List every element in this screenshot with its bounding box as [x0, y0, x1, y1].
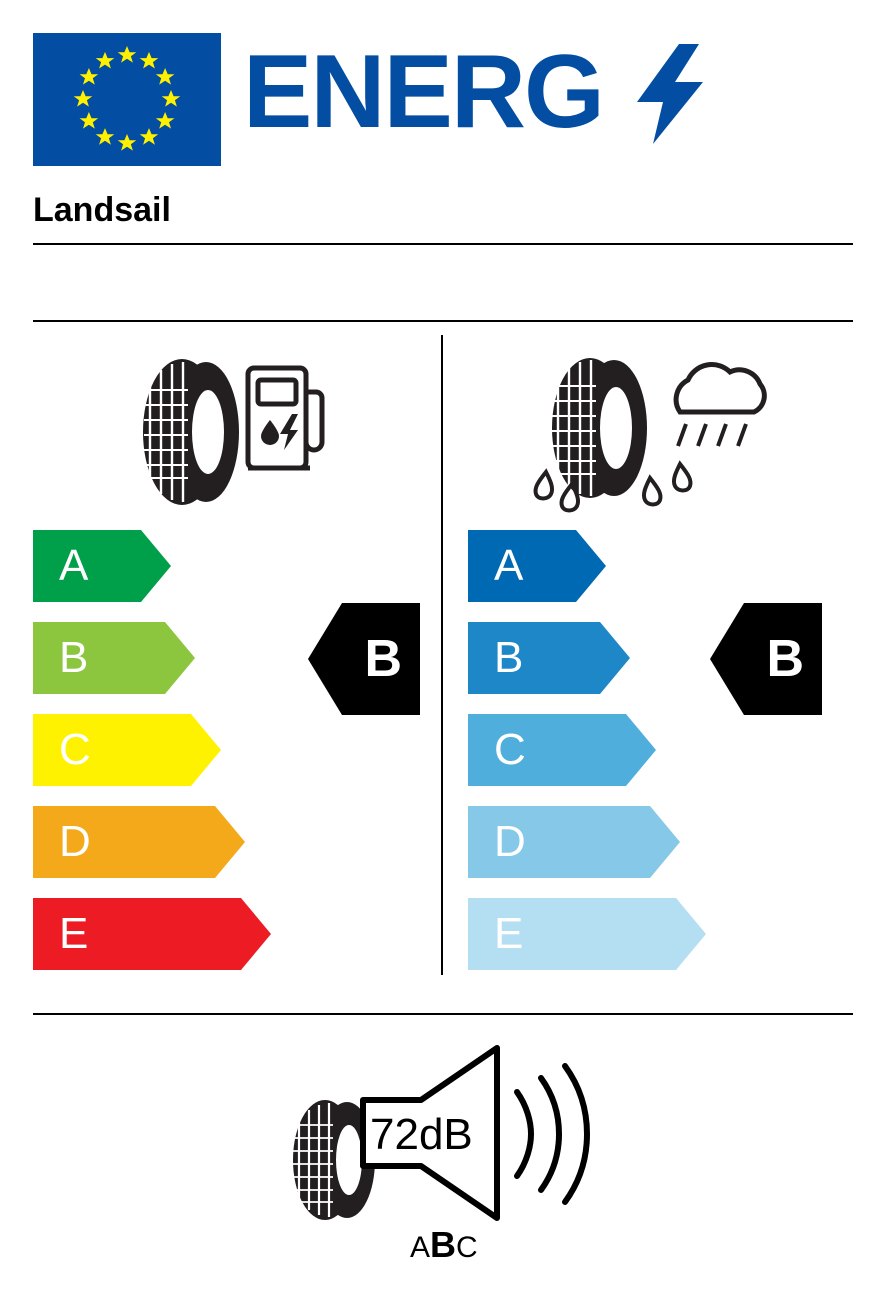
wet-grade-d	[468, 806, 680, 878]
divider-bottom	[33, 1013, 853, 1015]
wet-rating-marker	[710, 603, 822, 715]
wet-grade-b-letter: B	[494, 633, 524, 682]
brand-name: Landsail	[33, 191, 171, 229]
tire-icon	[552, 358, 647, 498]
wet-grade-a-letter: A	[494, 541, 524, 590]
fuel-grade-e	[33, 898, 271, 970]
fuel-grade-d-letter: D	[59, 817, 91, 866]
wet-grade-b	[468, 622, 630, 694]
fuel-rating-value: B	[364, 630, 402, 688]
divider-top	[33, 320, 853, 322]
fuel-grade-e-letter: E	[59, 909, 89, 958]
fuel-grade-b-letter: B	[59, 633, 89, 682]
fuel-efficiency-pictogram	[120, 350, 325, 515]
eu-flag-icon	[33, 33, 221, 166]
fuel-grade-b	[33, 622, 195, 694]
fuel-grade-c	[33, 714, 221, 786]
divider-brand	[33, 243, 853, 245]
fuel-rating-marker	[308, 603, 420, 715]
eu-stars-icon	[33, 33, 221, 166]
wet-grade-c	[468, 714, 656, 786]
fuel-grade-c-letter: C	[59, 725, 91, 774]
fuel-pump-icon	[248, 368, 322, 468]
energy-wordmark: ENERG	[243, 34, 603, 150]
lightning-bolt-icon	[637, 44, 707, 144]
sound-waves-icon	[517, 1066, 587, 1202]
wet-grade-c-letter: C	[494, 725, 526, 774]
wet-grade-d-letter: D	[494, 817, 526, 866]
noise-class-a: A	[410, 1231, 431, 1264]
fuel-grade-a-letter: A	[59, 541, 89, 590]
noise-value: 72dB	[370, 1110, 473, 1159]
tire-icon	[144, 360, 239, 504]
rain-cloud-icon	[676, 365, 764, 446]
wet-rating-value: B	[766, 630, 804, 688]
noise-class-c: C	[456, 1231, 478, 1264]
fuel-grade-d	[33, 806, 245, 878]
fuel-grade-a	[33, 530, 171, 602]
wet-grip-pictogram	[528, 350, 778, 515]
wet-grade-a	[468, 530, 606, 602]
wet-grade-e	[468, 898, 706, 970]
divider-vertical	[441, 335, 443, 975]
noise-class-b: B	[430, 1224, 457, 1265]
wet-grade-e-letter: E	[494, 909, 524, 958]
noise-class-label	[410, 1224, 478, 1265]
